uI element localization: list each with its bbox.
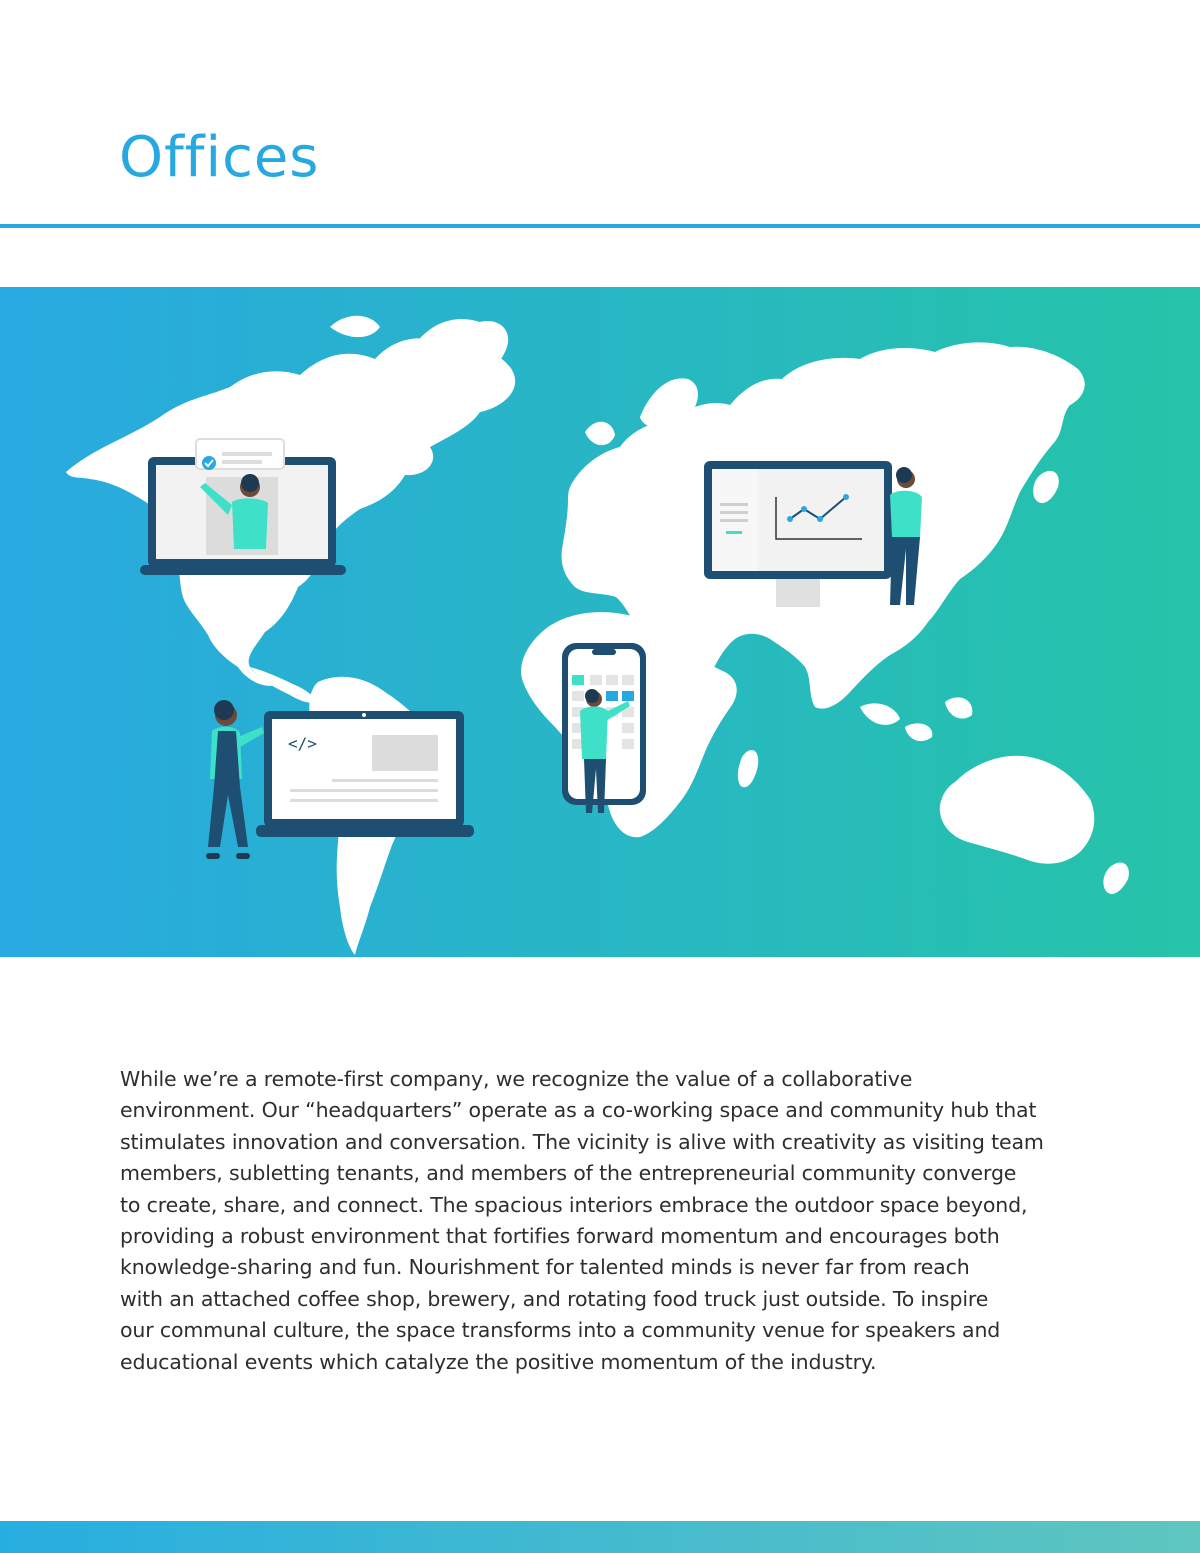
body-line-7: knowledge-sharing and fun. Nourishment for talented minds is never far from reach xyxy=(120,1255,970,1280)
body-line-5: to create, share, and connect. The spacious interiors embrace the outdoor space beyond, xyxy=(120,1192,1028,1217)
body-line-9: our communal culture, the space transforms into a community venue for speakers and xyxy=(120,1318,1001,1343)
tapper-body xyxy=(580,707,608,760)
mobile-phone xyxy=(562,643,646,813)
video-call-laptop xyxy=(140,439,346,575)
laptop-base xyxy=(140,565,346,575)
person-body xyxy=(232,498,268,549)
body-line-8: with an attached coffee shop, brewery, and rotating food truck just outside. To inspire xyxy=(120,1286,989,1311)
code-image-placeholder xyxy=(372,735,438,771)
analyst-body xyxy=(890,491,922,537)
body-line-6: providing a robust environment that fortifies forward momentum and encourages both xyxy=(120,1224,1000,1249)
body-line-10: educational events which catalyze the positive momentum of the industry. xyxy=(120,1349,877,1374)
monitor-stand xyxy=(776,579,820,607)
title-divider xyxy=(0,224,1200,228)
body-line-2: environment. Our “headquarters” operate as a co-working space and community hub that xyxy=(120,1098,1037,1123)
body-line-3: stimulates innovation and conversation. The vicinity is alive with creativity as visiting team xyxy=(120,1129,1044,1154)
offices-description xyxy=(120,1064,1100,1378)
check-icon xyxy=(202,456,216,470)
footer-gradient-bar xyxy=(0,1521,1200,1553)
body-line-4: members, subletting tenants, and members of the entrepreneurial community converge xyxy=(120,1161,1017,1186)
body-line-1: While we’re a remote-first company, we recognize the value of a collaborative xyxy=(120,1067,913,1091)
code-laptop-base xyxy=(256,825,474,837)
code-icon: </> xyxy=(288,734,317,753)
world-map-illustration xyxy=(0,287,1200,957)
page-title: Offices xyxy=(119,125,320,190)
